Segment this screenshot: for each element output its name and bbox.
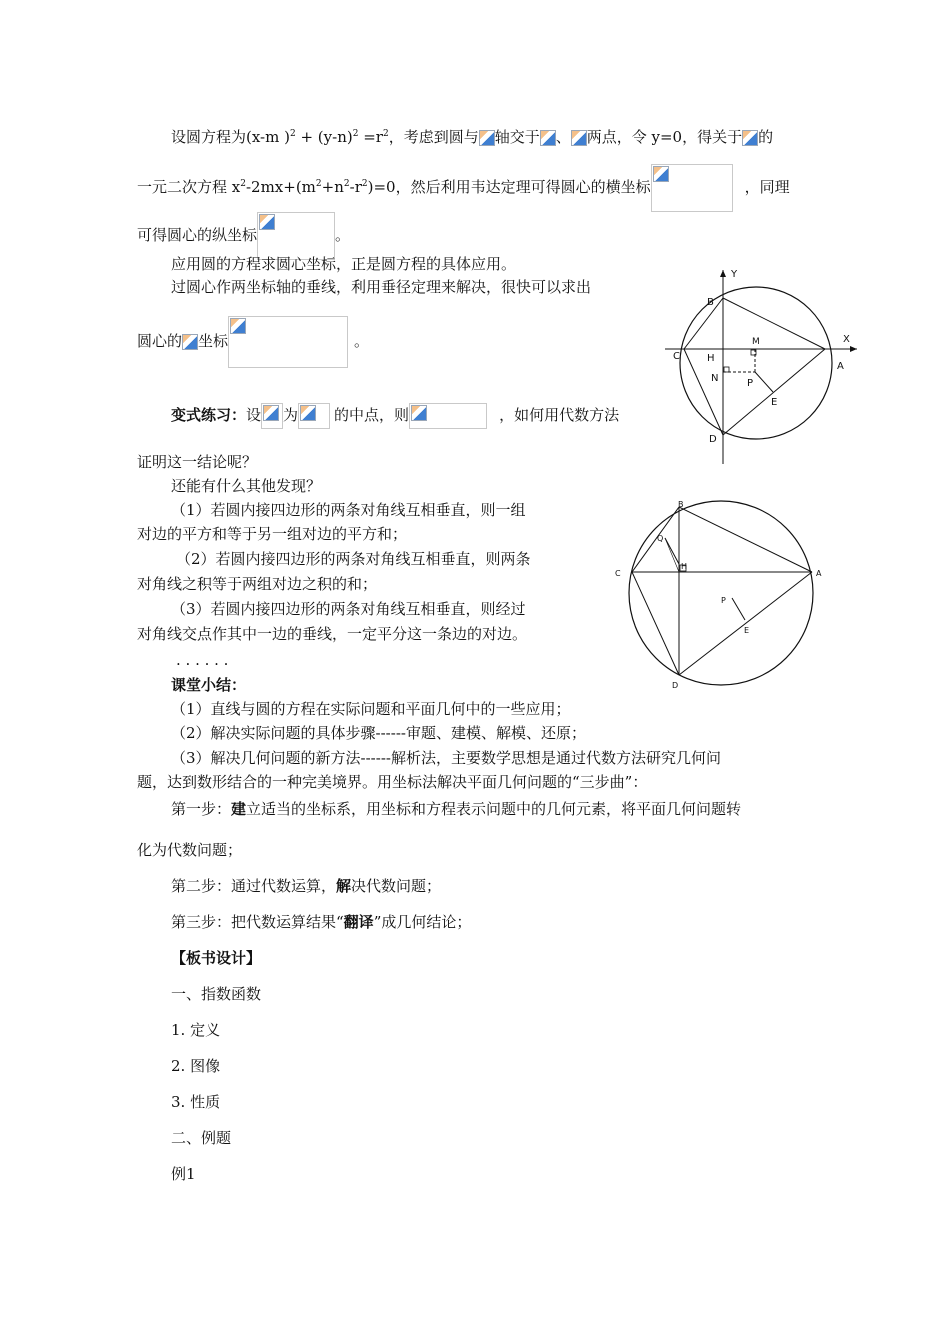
para1-line2	[137, 164, 790, 212]
para3-line1: 过圆心作两坐标轴的垂线，利用垂径定理来解决，很快可以求出	[171, 278, 592, 296]
text: 的	[758, 128, 774, 146]
fig1-label: M	[752, 337, 760, 347]
image-placeholder-icon	[653, 166, 669, 182]
text: ”成几何结论；	[373, 913, 472, 931]
image-placeholder-box	[298, 403, 330, 429]
image-placeholder-box	[651, 164, 733, 212]
board-item: 一、指数函数	[171, 985, 262, 1003]
fig2-label: P	[721, 596, 726, 605]
image-placeholder-icon	[230, 318, 246, 334]
para2: 应用圆的方程求圆心坐标，正是圆方程的具体应用。	[171, 255, 517, 273]
text: ，考虑到圆与	[388, 128, 479, 146]
para1-line1	[171, 124, 773, 147]
image-placeholder-icon	[182, 334, 198, 350]
finding-line: （2）若圆内接四边形的两条对角线互相垂直，则两条	[176, 550, 531, 568]
ellipsis-dots: . . . . . .	[176, 651, 229, 669]
fig1-label: P	[747, 378, 754, 389]
step2-line	[171, 876, 441, 896]
figure-cyclic-quadrilateral	[612, 495, 834, 695]
fig1-label: Y	[731, 269, 738, 280]
summary-item: 题，达到数形结合的一种完美境界。用坐标法解决平面几何问题的“三步曲”：	[137, 773, 648, 791]
text: 为	[283, 406, 299, 424]
text: +n	[321, 178, 344, 196]
summary-item: （2）解决实际问题的具体步骤------审题、建模、解模、还原；	[171, 724, 586, 742]
fig1-label: D	[709, 434, 717, 445]
text: 建	[231, 800, 247, 818]
text: 翻译	[343, 913, 374, 931]
board-title: 【板书设计】	[171, 949, 262, 967]
sup: 2	[361, 179, 368, 189]
board-item: 3. 性质	[171, 1093, 221, 1111]
finding-line: （1）若圆内接四边形的两条对角线互相垂直，则一组	[171, 501, 526, 519]
fig2-label: C	[615, 569, 621, 578]
text: 立适当的坐标系，用坐标和方程表示问题中的几何元素，将平面几何问题转	[246, 800, 742, 818]
image-placeholder-icon	[571, 130, 587, 146]
image-placeholder-icon	[742, 130, 758, 146]
fig2-label: D	[672, 681, 679, 690]
text: 两点，令 y=0，得关于	[586, 128, 743, 146]
sup: 2	[382, 129, 389, 139]
step1-line2: 化为代数问题；	[137, 841, 243, 859]
fig2-label: A	[816, 569, 822, 578]
text: + (y-n)	[295, 128, 353, 146]
fig1-label: B	[707, 297, 714, 308]
step1-line1	[171, 799, 741, 819]
text: 设	[246, 406, 262, 424]
variant-line1	[171, 403, 619, 429]
sup: 2	[315, 179, 322, 189]
board-item: 例1	[171, 1165, 196, 1183]
image-placeholder-box	[228, 316, 348, 368]
fig1-label: N	[711, 373, 719, 384]
sup: 2	[289, 129, 296, 139]
finding-line: （3）若圆内接四边形的两条对角线互相垂直，则经过	[171, 600, 526, 618]
step3-line	[171, 912, 471, 932]
board-item: 2. 图像	[171, 1057, 221, 1075]
fig1-label: C	[673, 351, 680, 362]
text: )=0，然后利用韦达定理可得圆心的横坐标	[367, 178, 651, 196]
image-placeholder-box	[257, 212, 335, 260]
board-item: 1. 定义	[171, 1021, 221, 1039]
variant-line3: 还能有什么其他发现？	[171, 477, 322, 495]
fig1-label: H	[707, 353, 715, 364]
text: 坐标	[198, 332, 229, 350]
text: 第一步：	[171, 800, 232, 818]
text: ，同理	[744, 178, 790, 196]
image-placeholder-icon	[300, 405, 316, 421]
text: -r	[349, 178, 362, 196]
image-placeholder-box	[261, 403, 283, 429]
image-placeholder-box	[409, 403, 487, 429]
text: 第三步：把代数运算结果“	[171, 913, 344, 931]
image-placeholder-icon	[479, 130, 495, 146]
para1-line3	[137, 212, 350, 260]
summary-title: 课堂小结：	[171, 676, 247, 694]
image-placeholder-icon	[540, 130, 556, 146]
text: 的中点，则	[334, 406, 410, 424]
sup: 2	[240, 179, 246, 189]
board-item: 二、例题	[171, 1129, 232, 1147]
summary-item: （1）直线与圆的方程在实际问题和平面几何中的一些应用；	[171, 700, 571, 718]
text: -2mx+(m	[245, 178, 316, 196]
finding-line: 对角线交点作其中一边的垂线，一定平分这一条边的对边。	[137, 625, 528, 643]
finding-line: 对边的平方和等于另一组对边的平方和；	[137, 525, 408, 543]
text: 设圆方程为(x-m )	[171, 128, 290, 146]
fig2-label: Q	[657, 534, 664, 543]
image-placeholder-icon	[263, 405, 279, 421]
fig2-label: E	[744, 626, 750, 635]
text: 决代数问题；	[351, 877, 442, 895]
text: 第二步：通过代数运算，	[171, 877, 337, 895]
fig1-label: A	[837, 361, 844, 372]
variant-line2: 证明这一结论呢？	[137, 453, 258, 471]
text: 一元二次方程 x	[137, 178, 241, 196]
finding-line: 对角线之积等于两组对边之积的和；	[137, 575, 378, 593]
fig2-label: B	[678, 500, 684, 509]
image-placeholder-icon	[259, 214, 275, 230]
variant-label: 变式练习：	[171, 406, 247, 424]
text: 、	[555, 128, 571, 146]
text: 。	[335, 226, 351, 244]
text: ，如何用代数方法	[499, 406, 620, 424]
text: 可得圆心的纵坐标	[137, 226, 258, 244]
text: 轴交于	[494, 128, 540, 146]
image-placeholder-icon	[411, 405, 427, 421]
fig1-label: X	[843, 334, 850, 345]
para3-line2	[137, 316, 369, 368]
text: 解	[336, 877, 352, 895]
text: 圆心的	[137, 332, 183, 350]
fig1-label: E	[771, 397, 778, 408]
fig2-label: H	[681, 562, 688, 571]
text: =r	[358, 128, 383, 146]
sup: 2	[343, 179, 350, 189]
sup: 2	[352, 129, 359, 139]
summary-item: （3）解决几何问题的新方法------解析法，主要数学思想是通过代数方法研究几何问	[171, 749, 721, 767]
figure-circle-axes	[655, 262, 865, 470]
text: 。	[354, 332, 370, 350]
